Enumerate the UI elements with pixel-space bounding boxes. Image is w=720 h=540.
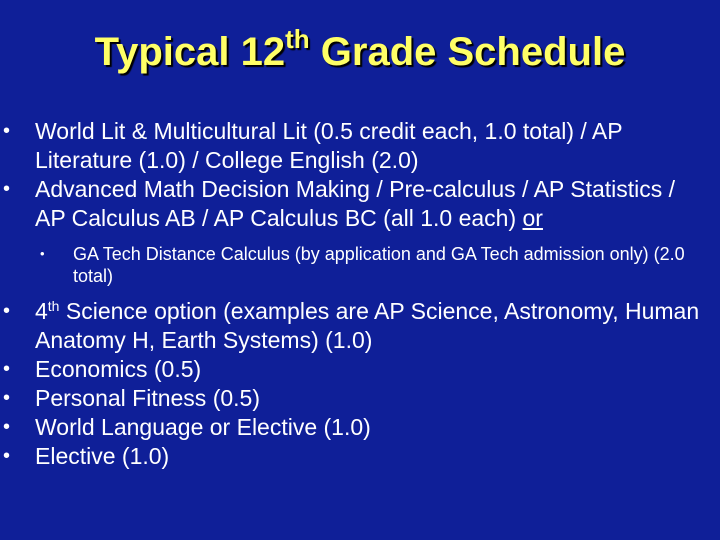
list-item-text: Elective (1.0) bbox=[35, 443, 170, 469]
title-text: Typical 12 bbox=[94, 30, 286, 74]
bullet-list bbox=[0, 117, 720, 471]
sub-list-item-text: GA Tech Distance Calculus (by application and GA Tech admission only) (2.0 total) bbox=[73, 244, 685, 286]
title-superscript: th bbox=[285, 24, 310, 54]
list-item-text: World Lit & Multicultural Lit (0.5 credit each, 1.0 total) / AP Literature (1.0) / College English (2.0) bbox=[35, 118, 623, 173]
list-item bbox=[0, 175, 720, 233]
list-item-number: 4 bbox=[35, 298, 48, 324]
slide-title bbox=[0, 22, 720, 82]
title-text-rest: Grade Schedule bbox=[309, 30, 626, 74]
list-item bbox=[0, 442, 720, 471]
bullet-icon: • bbox=[3, 358, 11, 380]
list-item bbox=[0, 355, 720, 384]
list-item-text: Advanced Math Decision Making / Pre-calculus / AP Statistics / AP Calculus AB / AP Calculus BC (all 1.0 each) bbox=[35, 176, 676, 231]
list-item-text: Personal Fitness (0.5) bbox=[35, 385, 260, 411]
list-item bbox=[0, 384, 720, 413]
bullet-icon: • bbox=[3, 300, 11, 322]
bullet-icon: • bbox=[3, 387, 11, 409]
bullet-icon: • bbox=[3, 120, 11, 142]
list-item-text: Science option (examples are AP Science, Astronomy, Human Anatomy H, Earth Systems) (1.0) bbox=[35, 298, 700, 353]
list-item-superscript: th bbox=[47, 298, 60, 314]
sub-list-item bbox=[0, 243, 720, 287]
bullet-icon: • bbox=[3, 178, 11, 200]
list-item bbox=[0, 297, 720, 355]
bullet-icon: • bbox=[3, 445, 11, 467]
list-item bbox=[0, 413, 720, 442]
bullet-icon: • bbox=[40, 246, 45, 261]
list-item bbox=[0, 117, 720, 175]
list-item-text: World Language or Elective (1.0) bbox=[35, 414, 371, 440]
bullet-icon: • bbox=[3, 416, 11, 438]
underlined-or: or bbox=[522, 205, 543, 231]
list-item-text: Economics (0.5) bbox=[35, 356, 202, 382]
